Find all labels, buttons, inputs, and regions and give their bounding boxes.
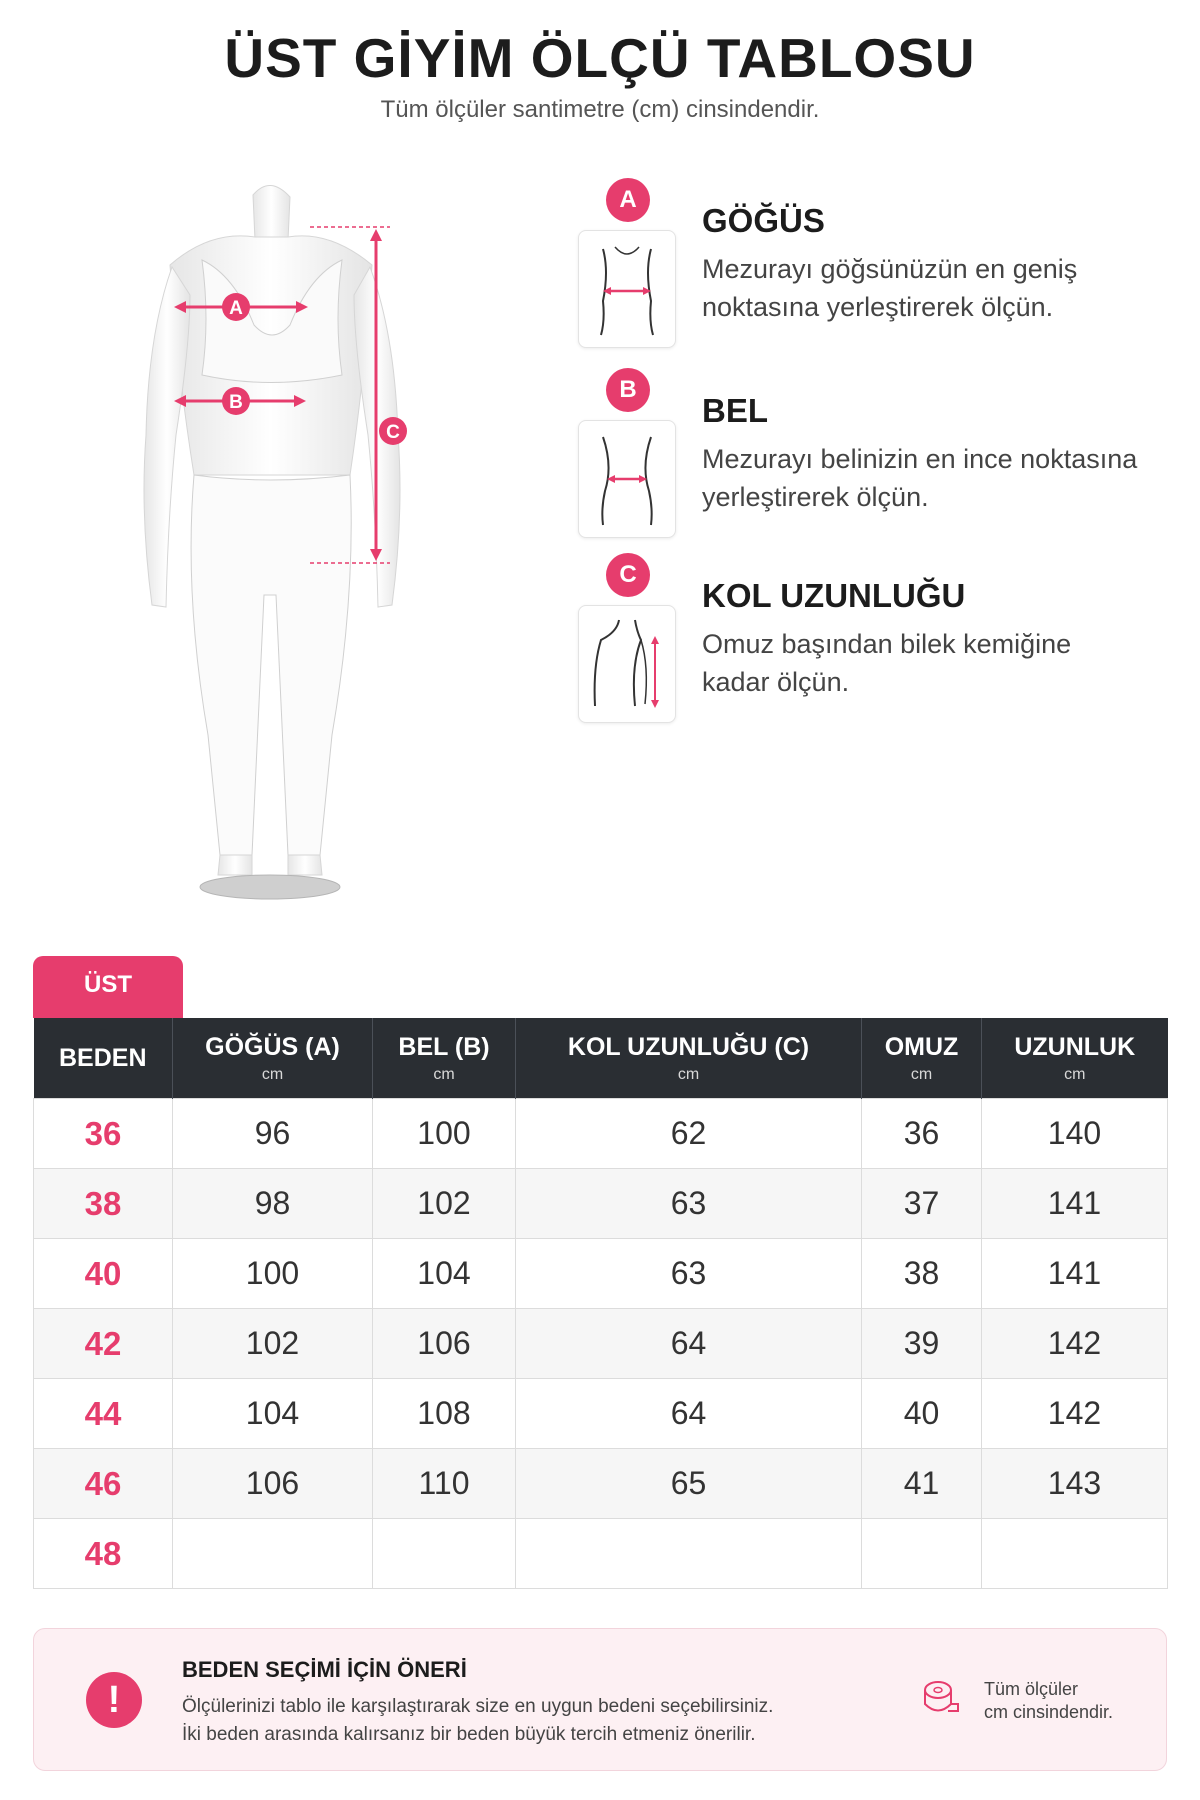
page-subtitle: Tüm ölçüler santimetre (cm) cinsindendir. bbox=[380, 96, 820, 123]
measurement-cell: 100 bbox=[373, 1099, 516, 1169]
measurement-cell: 39 bbox=[862, 1309, 982, 1379]
measurement-cell bbox=[173, 1519, 373, 1589]
column-header: GÖĞÜS (A) cm bbox=[173, 1018, 373, 1099]
alert-icon: ! bbox=[86, 1672, 142, 1728]
column-header: UZUNLUK cm bbox=[982, 1018, 1168, 1099]
size-cell: 42 bbox=[34, 1309, 173, 1379]
recommendation-line2: İki beden arasında kalırsanız bir beden büyük tercih etmeniz önerilir. bbox=[182, 1724, 756, 1745]
mannequin-illustration bbox=[110, 175, 490, 905]
measurement-cell: 64 bbox=[516, 1309, 862, 1379]
size-cell: 40 bbox=[34, 1239, 173, 1309]
measurement-cell: 100 bbox=[173, 1239, 373, 1309]
column-header: BEL (B) cm bbox=[373, 1018, 516, 1099]
column-header: KOL UZUNLUĞU (C) cm bbox=[516, 1018, 862, 1099]
measurement-cell: 106 bbox=[373, 1309, 516, 1379]
measurement-cell: 64 bbox=[516, 1379, 862, 1449]
tab-ust[interactable]: ÜST bbox=[33, 956, 183, 1018]
recommendation-title: BEDEN SEÇİMİ İÇİN ÖNERİ bbox=[182, 1657, 467, 1682]
measurement-cell bbox=[982, 1519, 1168, 1589]
measurement-cell: 41 bbox=[862, 1449, 982, 1519]
table-row bbox=[34, 1519, 1168, 1589]
table-row bbox=[34, 1449, 1168, 1519]
recommendation-line1: Ölçülerinizi tablo ile karşılaştırarak size en uygun bedeni seçebilirsiniz. bbox=[182, 1696, 774, 1717]
measurement-cell: 37 bbox=[862, 1169, 982, 1239]
guide-desc-waist bbox=[702, 440, 1172, 516]
guide-badge-b: B bbox=[606, 368, 650, 412]
measurement-cell: 142 bbox=[982, 1309, 1168, 1379]
guide-item-arm-length bbox=[578, 553, 1178, 733]
guide-desc-chest-line2: noktasına yerleştirerek ölçün. bbox=[702, 292, 1054, 322]
measurement-cell: 65 bbox=[516, 1449, 862, 1519]
marker-c: C bbox=[386, 422, 400, 443]
size-cell: 46 bbox=[34, 1449, 173, 1519]
table-row bbox=[34, 1169, 1168, 1239]
measurement-cell bbox=[373, 1519, 516, 1589]
measurement-cell: 141 bbox=[982, 1169, 1168, 1239]
guide-name-waist: BEL bbox=[702, 392, 768, 429]
measurement-cell: 62 bbox=[516, 1099, 862, 1169]
waist-measure-icon bbox=[578, 420, 676, 538]
measurement-cell: 102 bbox=[173, 1309, 373, 1379]
size-cell: 48 bbox=[34, 1519, 173, 1589]
guide-item-chest bbox=[578, 178, 1178, 358]
size-cell: 44 bbox=[34, 1379, 173, 1449]
marker-b: B bbox=[229, 392, 243, 413]
measurement-cell: 141 bbox=[982, 1239, 1168, 1309]
measurement-cell: 110 bbox=[373, 1449, 516, 1519]
measurement-cell bbox=[516, 1519, 862, 1589]
table-header-row bbox=[34, 1018, 1168, 1099]
size-cell: 36 bbox=[34, 1099, 173, 1169]
table-row bbox=[34, 1099, 1168, 1169]
unit-note-line1: Tüm ölçüler bbox=[984, 1679, 1079, 1699]
guide-desc-arm-length-line1: Omuz başından bilek kemiğine bbox=[702, 629, 1072, 659]
size-table bbox=[33, 1018, 1168, 1589]
unit-note-line2: cm cinsindendir. bbox=[984, 1702, 1114, 1722]
column-header: BEDEN bbox=[34, 1018, 173, 1099]
measuring-tape-icon bbox=[920, 1677, 960, 1717]
measurement-cell: 63 bbox=[516, 1169, 862, 1239]
guide-name-arm-length: KOL UZUNLUĞU bbox=[702, 577, 966, 614]
measurement-cell: 63 bbox=[516, 1239, 862, 1309]
measurement-cell: 36 bbox=[862, 1099, 982, 1169]
measurement-cell bbox=[862, 1519, 982, 1589]
arm-length-measure-icon bbox=[578, 605, 676, 723]
guide-badge-a: A bbox=[606, 178, 650, 222]
guide-badge-c: C bbox=[606, 553, 650, 597]
page-title: ÜST GİYİM ÖLÇÜ TABLOSU bbox=[224, 27, 976, 89]
measurement-cell: 102 bbox=[373, 1169, 516, 1239]
guide-desc-arm-length-line2: kadar ölçün. bbox=[702, 667, 850, 697]
recommendation-box bbox=[33, 1628, 1167, 1771]
guide-item-waist bbox=[578, 368, 1178, 548]
guide-name-chest: GÖĞÜS bbox=[702, 202, 825, 239]
measurement-cell: 96 bbox=[173, 1099, 373, 1169]
measurement-cell: 108 bbox=[373, 1379, 516, 1449]
measurement-cell: 38 bbox=[862, 1239, 982, 1309]
measurement-cell: 140 bbox=[982, 1099, 1168, 1169]
chest-measure-icon bbox=[578, 230, 676, 348]
size-table-body bbox=[34, 1099, 1168, 1589]
measurement-cell: 143 bbox=[982, 1449, 1168, 1519]
marker-a: A bbox=[229, 298, 243, 319]
table-row bbox=[34, 1239, 1168, 1309]
table-row bbox=[34, 1309, 1168, 1379]
guide-desc-waist-line1: Mezurayı belinizin en ince noktasına bbox=[702, 444, 1138, 474]
guide-desc-chest bbox=[702, 250, 1172, 326]
table-row bbox=[34, 1379, 1168, 1449]
guide-desc-arm-length bbox=[702, 625, 1172, 701]
measurement-cell: 98 bbox=[173, 1169, 373, 1239]
mannequin-image bbox=[110, 175, 490, 905]
column-header: OMUZ cm bbox=[862, 1018, 982, 1099]
measurement-cell: 142 bbox=[982, 1379, 1168, 1449]
measurement-cell: 104 bbox=[373, 1239, 516, 1309]
size-cell: 38 bbox=[34, 1169, 173, 1239]
measurement-cell: 40 bbox=[862, 1379, 982, 1449]
guide-desc-waist-line2: yerleştirerek ölçün. bbox=[702, 482, 929, 512]
measurement-cell: 106 bbox=[173, 1449, 373, 1519]
guide-desc-chest-line1: Mezurayı göğsünüzün en geniş bbox=[702, 254, 1078, 284]
measurement-cell: 104 bbox=[173, 1379, 373, 1449]
